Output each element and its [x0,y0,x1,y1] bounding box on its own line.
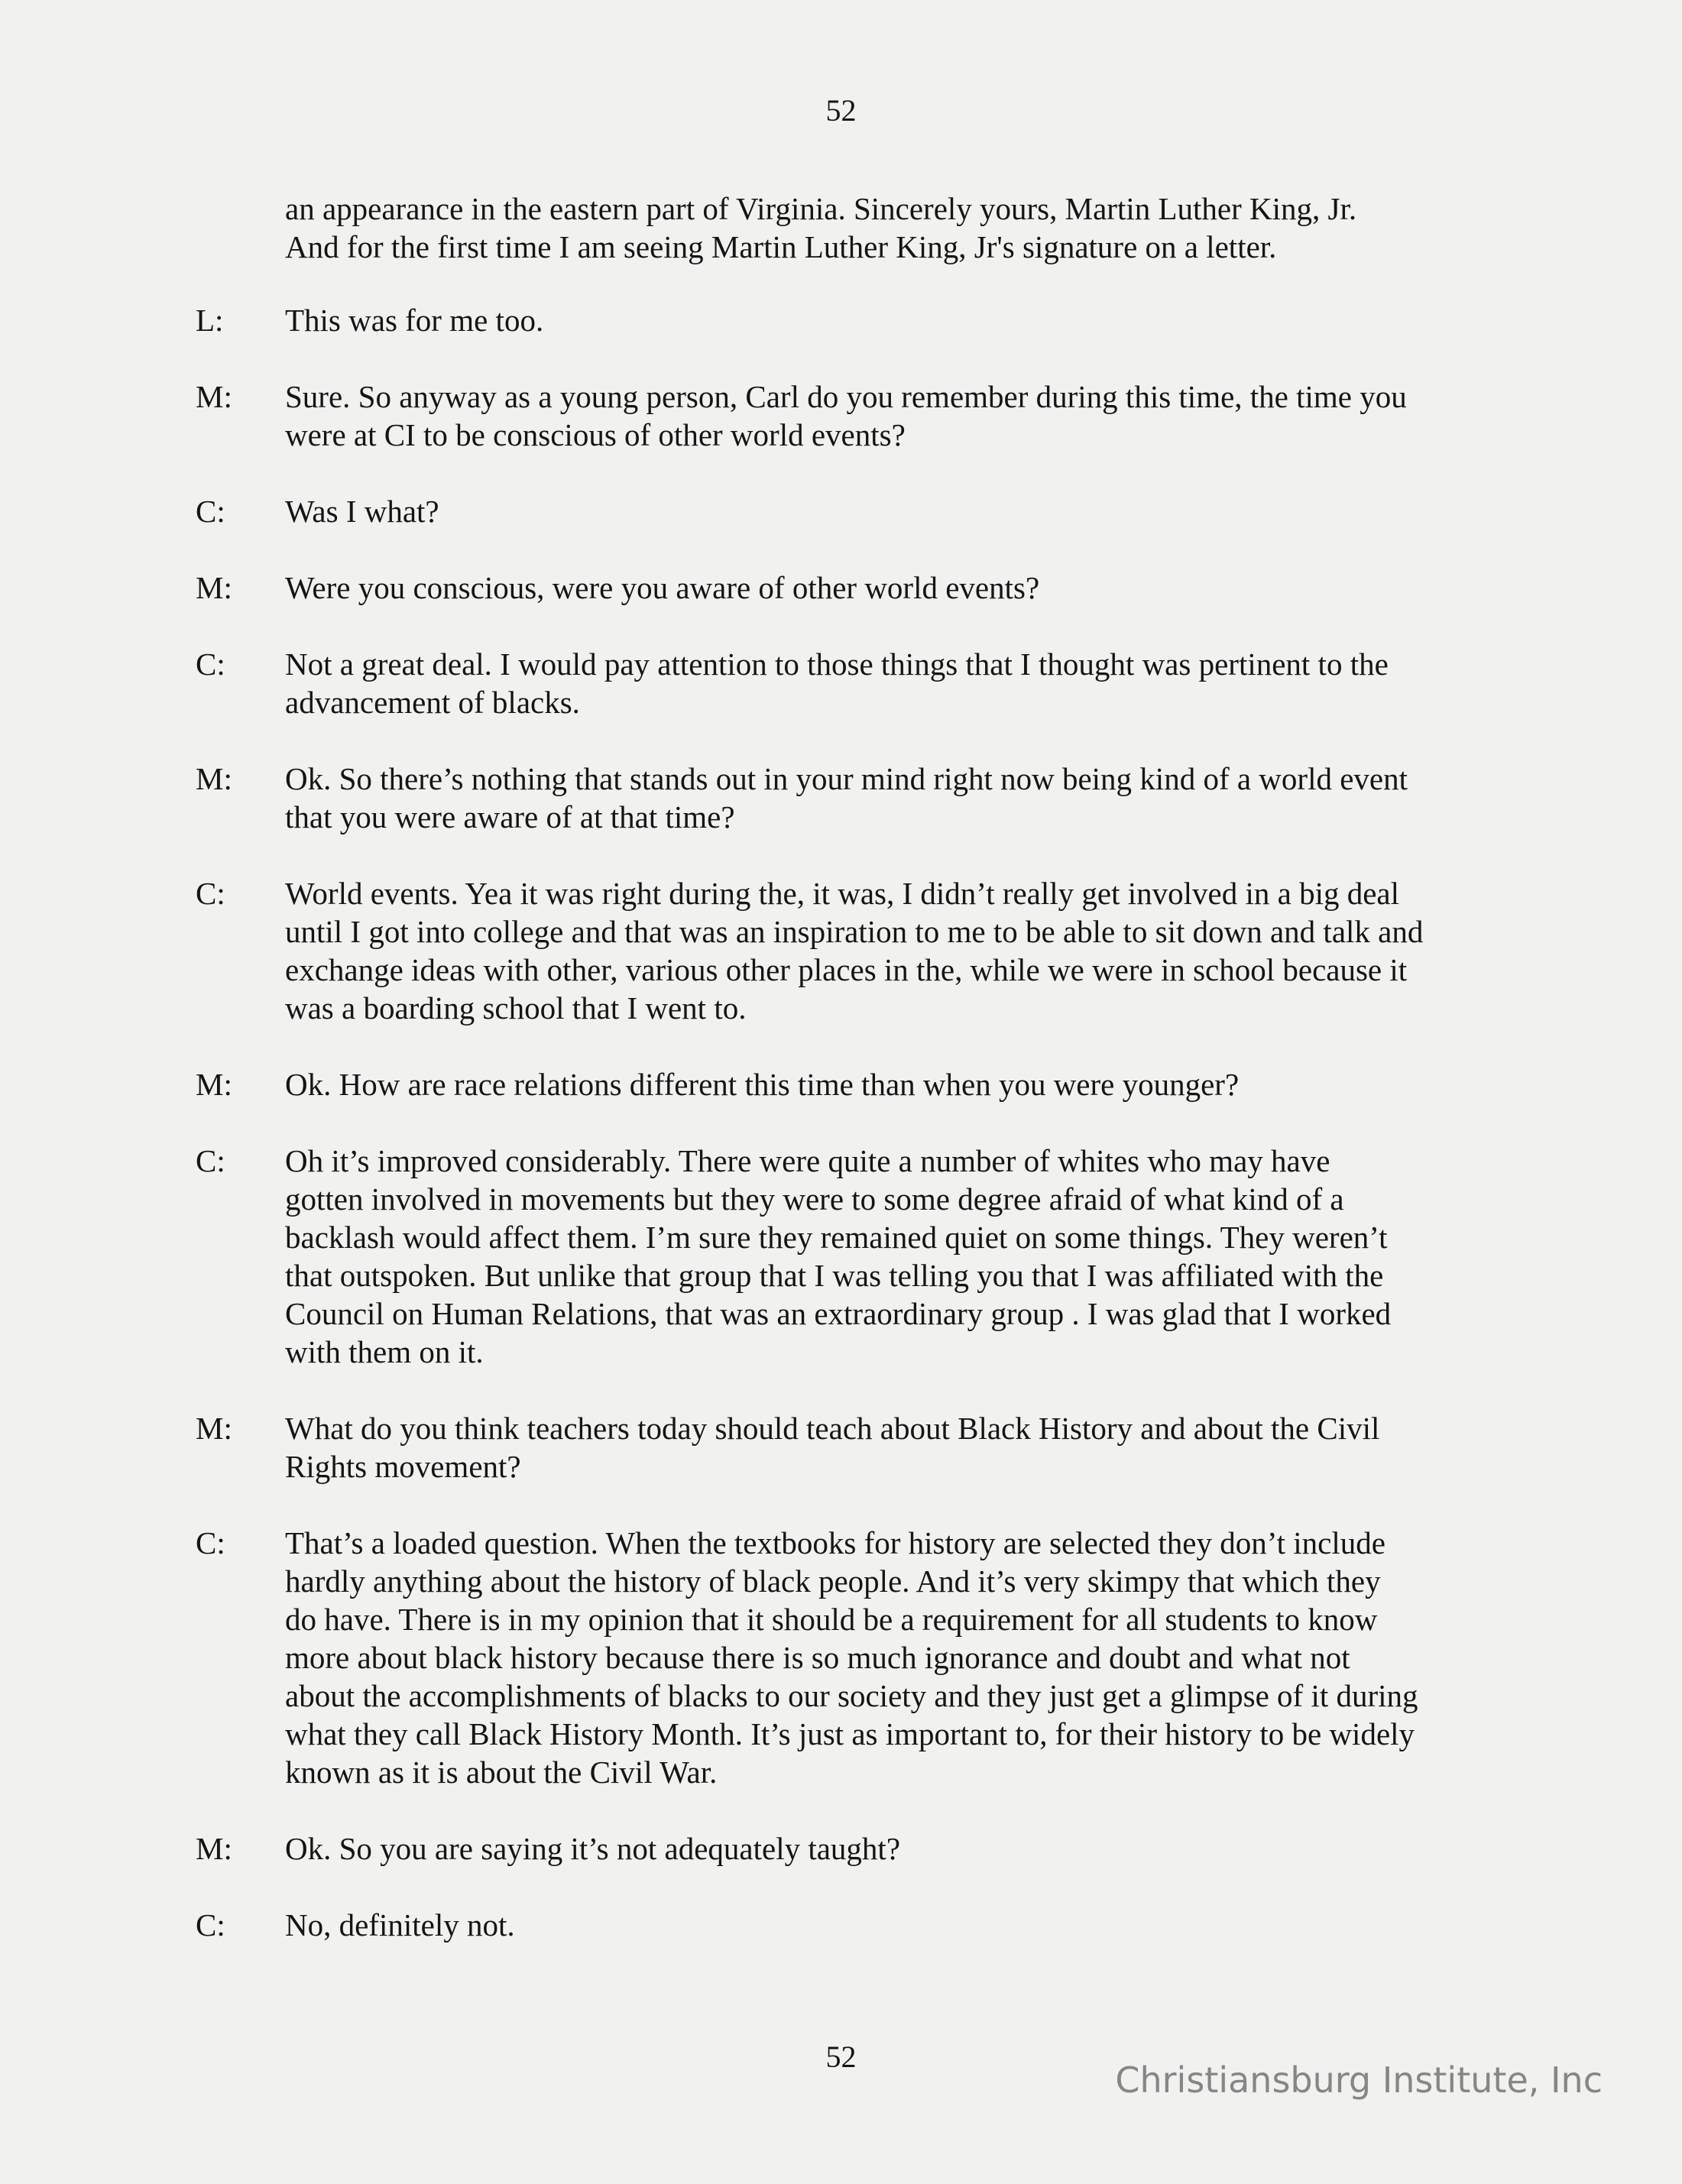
speaker-label: M: [196,379,232,414]
entry-text: Sure. So anyway as a young person, Carl do you remember during this time, the time you were at CI to be conscious of other world events? [285,379,1407,452]
speaker-label: C: [196,876,225,911]
speaker-label: C: [196,1907,225,1943]
entry-text: Were you conscious, were you aware of other world events? [285,570,1040,605]
entry-text: That’s a loaded question. When the textbooks for history are selected they don’t include hardly anything about the history of black people. And it’s very skimpy that which they do have. There is in my opinion that it should be a requirement for all students to know more about black history because there is so much ignorance and doubt and what not about the accomplishments of blacks to our society and they just get a glimpse of it during what they call Black History Month. It’s just as important to, for their history to be widely known as it is about the Civil War. [285,1525,1418,1790]
speaker-label: M: [196,1411,232,1446]
speaker-label: C: [196,646,225,682]
transcript-entry [196,1142,1533,1371]
speaker-label: C: [196,494,225,529]
speaker-label: M: [196,761,232,796]
entry-text: World events. Yea it was right during the, it was, I didn’t really get involved in a big deal until I got into college and that was an inspiration to me to be able to sit down and talk and exchange ideas with other, various other places in the, while we were in school because it was a boarding school that I went to. [285,876,1424,1026]
page-number-top: 52 [825,93,857,128]
continuation-text: an appearance in the eastern part of Virginia. Sincerely yours, Martin Luther King, Jr. And for the first time I am seeing Martin Luther King, Jr's signature on a letter. [285,191,1357,264]
transcript-entry [196,1829,1533,1868]
transcript-entry [196,492,1533,530]
transcript-entry [196,1906,1533,1944]
speaker-label: M: [196,1067,232,1102]
transcript-entry [196,1524,1533,1791]
transcript-entry [196,301,1533,339]
entry-text: Was I what? [285,494,439,529]
speaker-label: C: [196,1143,225,1178]
transcript-entry [196,645,1533,721]
speaker-label [196,190,285,266]
entry-text: What do you think teachers today should teach about Black History and about the Civil Rights movement? [285,1411,1380,1484]
transcript-entry [196,1409,1533,1486]
page-number-bottom: 52 [825,2040,857,2074]
entry-text: Not a great deal. I would pay attention to those things that I thought was pertinent to the advancement of blacks. [285,646,1389,720]
entry-text: This was for me too. [285,303,544,338]
watermark-text: Christiansburg Institute, Inc [1115,2059,1603,2101]
transcript [196,190,1533,1982]
transcript-entry [196,1065,1533,1103]
speaker-label: C: [196,1525,225,1560]
speaker-label: M: [196,570,232,605]
transcript-entry [196,874,1533,1027]
transcript-entry [196,760,1533,836]
transcript-entry [196,569,1533,607]
entry-text: Ok. So you are saying it’s not adequately taught? [285,1831,901,1866]
transcript-continuation [196,190,1533,266]
entry-text: Ok. How are race relations different this time than when you were younger? [285,1067,1240,1102]
transcript-entry [196,378,1533,454]
speaker-label: L: [196,303,224,338]
entry-text: Oh it’s improved considerably. There were quite a number of whites who may have gotten involved in movements but they were to some degree afraid of what kind of a backlash would affect them. I’m sure they remained quiet on some things. They weren’t that outspoken. But unlike that group that I was telling you that I was affiliated with the Council on Human Relations, that was an extraordinary group . I was glad that I worked with them on it. [285,1143,1392,1369]
entry-text: No, definitely not. [285,1907,515,1943]
entry-text: Ok. So there’s nothing that stands out in your mind right now being kind of a world event that you were aware of at that time? [285,761,1408,834]
speaker-label: M: [196,1831,232,1866]
